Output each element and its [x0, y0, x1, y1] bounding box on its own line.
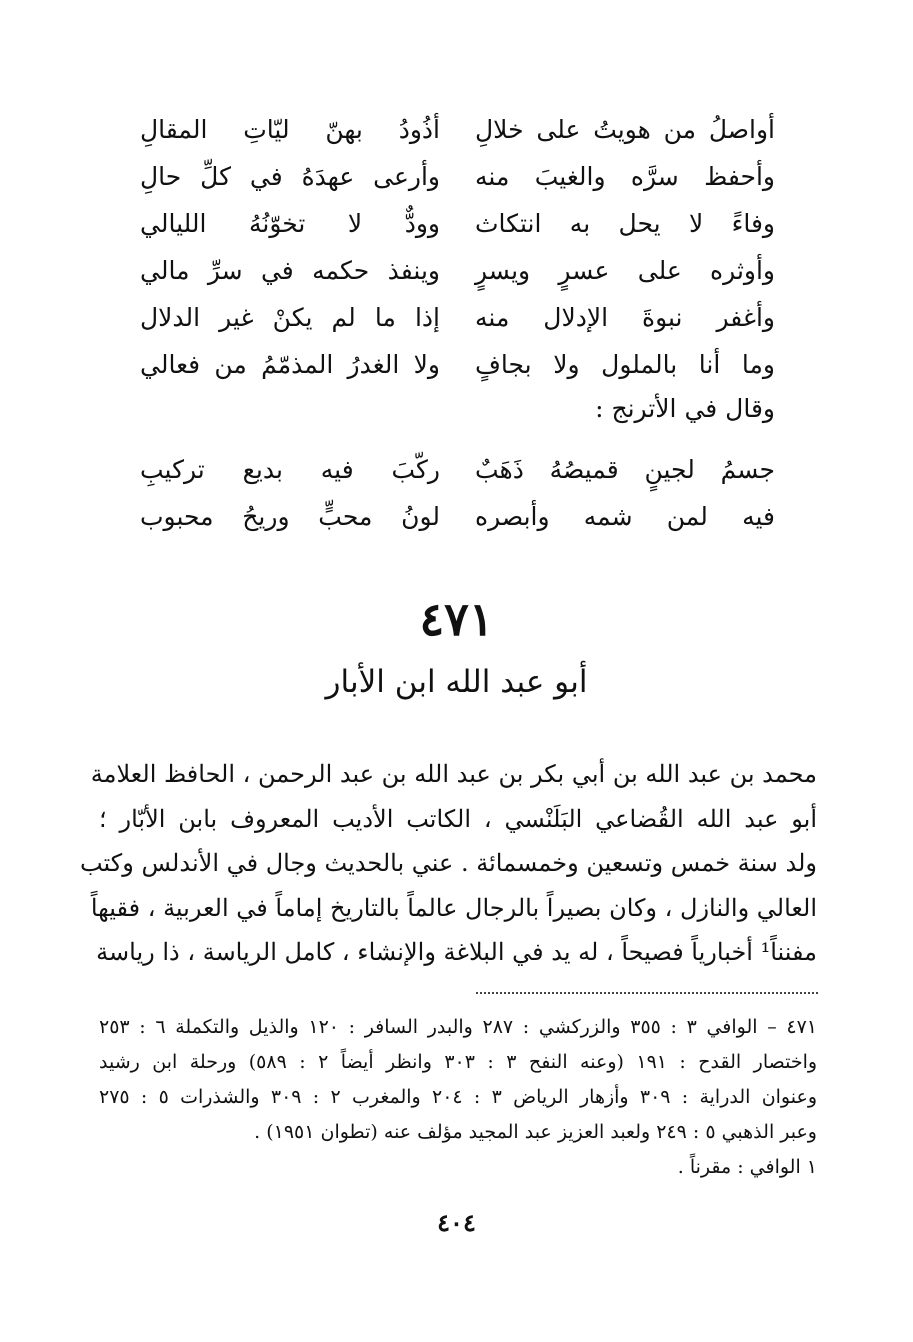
poem-block-2 — [140, 446, 775, 540]
footnote-separator — [476, 992, 818, 994]
footnote-line: وعنوان الدراية : ٣٠٩ وأزهار الرياض ٣ : ٢٠٤ والمغرب ٢ : ٣٠٩ والشذرات ٥ : ٢٧٥ — [99, 1086, 817, 1108]
first-hemistich: أواصلُ من هويتُ على خلالِ — [475, 115, 775, 144]
first-hemistich: وفاءً لا يحل به انتكاث — [475, 209, 775, 238]
footnote-line: ١ الوافي : مقرناً . — [677, 1156, 817, 1178]
first-hemistich: وأوثره على عسرٍ ويسرٍ — [475, 256, 775, 285]
verse — [140, 446, 775, 493]
second-hemistich: إذا ما لم يكنْ غير الدلال — [140, 303, 440, 332]
second-hemistich: وينفذ حكمه في سرِّ مالي — [140, 256, 440, 285]
first-hemistich: فيه لمن شمه وأبصره — [475, 502, 775, 531]
footnote-line: ٤٧١ – الوافي ٣ : ٣٥٥ والزركشي : ٢٨٧ والبدر السافر : ١٢٠ والذيل والتكملة ٦ : ٢٥٣ — [99, 1016, 817, 1038]
verse — [140, 153, 775, 200]
footnote-line: وعبر الذهبي ٥ : ٢٤٩ ولعبد العزيز عبد المجيد مؤلف عنه (تطوان ١٩٥١) . — [254, 1121, 817, 1143]
entry-number: ٤٧١ — [419, 592, 494, 646]
text-line: محمد بن عبد الله بن أبي بكر بن عبد الله بن عبد الرحمن ، الحافظ العلامة — [90, 760, 817, 788]
second-hemistich: ولا الغدرُ المذمّمُ من فعالي — [140, 350, 440, 379]
poem-intro: وقال في الأترنج : — [595, 394, 775, 423]
verse — [140, 341, 775, 388]
text-line: أبو عبد الله القُضاعي البَلَنْسي ، الكاتب الأديب المعروف بابن الأبّار ؛ — [99, 804, 817, 833]
first-hemistich: وأغفر نبوةَ الإدلال منه — [475, 303, 775, 332]
second-hemistich: أذُودُ بهنّ ليّاتِ المقالِ — [140, 115, 440, 144]
second-hemistich: لونُ محبٍّ وريحُ محبوب — [140, 502, 440, 531]
verse — [140, 493, 775, 540]
first-hemistich: جسمُ لجينٍ قميصُهُ ذَهَبٌ — [475, 455, 775, 484]
second-hemistich: ركّبَ فيه بديع تركيبِ — [140, 455, 440, 484]
entry-title: أبو عبد الله ابن الأبار — [325, 664, 588, 700]
second-hemistich: وودٌّ لا تخوّنُهُ الليالي — [140, 209, 440, 238]
verse — [140, 106, 775, 153]
text-line: مفنناً¹ أخبارياً فصيحاً ، له يد في البلاغة والإنشاء ، كامل الرياسة ، ذا رياسة — [96, 938, 817, 967]
poem-block-1 — [140, 106, 775, 388]
page-number: ٤٠٤ — [437, 1208, 476, 1237]
first-hemistich: وأحفظ سرَّه والغيبَ منه — [475, 162, 775, 191]
first-hemistich: وما أنا بالملول ولا بجافٍ — [475, 350, 775, 379]
footnotes — [99, 1010, 817, 1185]
biography-paragraph — [79, 752, 817, 975]
verse — [140, 247, 775, 294]
verse — [140, 294, 775, 341]
text-line: العالي والنازل ، وكان بصيراً بالرجال عالماً بالتاريخ إماماً في العربية ، فقيهاً — [90, 893, 817, 922]
text-line: ولد سنة خمس وتسعين وخمسمائة . عني بالحديث وجال في الأندلس وكتب — [79, 849, 817, 878]
second-hemistich: وأرعى عهدَهُ في كلِّ حالِ — [140, 162, 440, 191]
footnote-line: واختصار القدح : ١٩١ (وعنه النفح ٣ : ٣٠٣ وانظر أيضاً ٢ : ٥٨٩) ورحلة ابن رشيد — [99, 1051, 818, 1073]
verse — [140, 200, 775, 247]
